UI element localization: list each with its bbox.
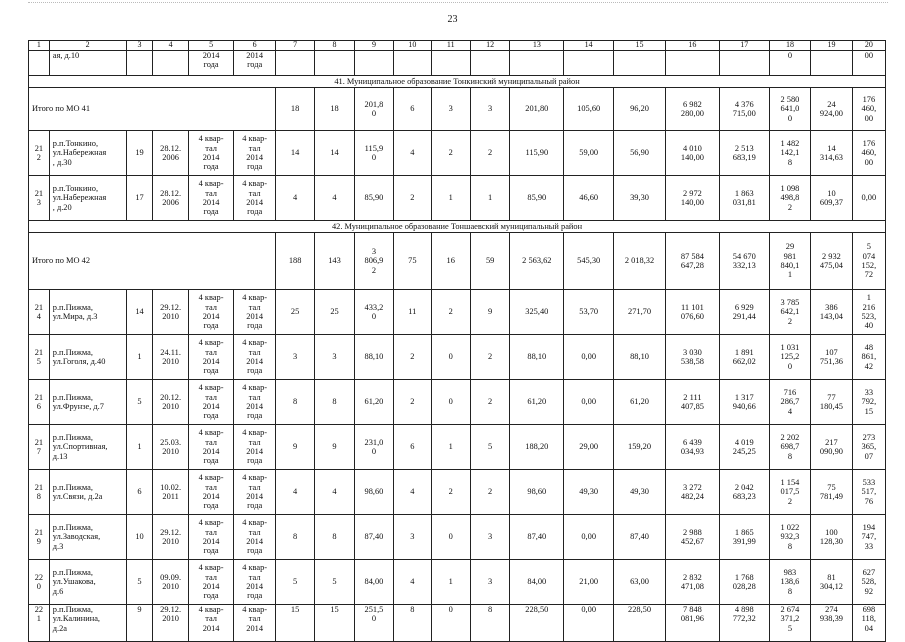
column-number-cell: 3	[126, 41, 153, 51]
table-cell: 28.12. 2006	[153, 176, 188, 221]
table-cell	[315, 51, 354, 76]
table-cell: 2	[470, 470, 509, 515]
column-number-cell: 13	[510, 41, 564, 51]
total-value-cell: 188	[275, 233, 314, 290]
table-cell: 2014 года	[234, 51, 276, 76]
address-cell: р.п.Пижма, ул.Связи, д.2а	[49, 470, 126, 515]
table-cell: 4 квар- тал 2014 года	[234, 290, 276, 335]
table-cell: 4	[394, 560, 431, 605]
table-cell: 84,00	[510, 560, 564, 605]
address-cell: р.п.Пижма, ул.Калинина, д.2а	[49, 605, 126, 642]
column-number-cell: 1	[29, 41, 50, 51]
table-cell: 85,90	[510, 176, 564, 221]
table-cell: 273 365, 07	[852, 425, 885, 470]
row-number-cell: 22 1	[29, 605, 50, 642]
table-cell: 20.12. 2010	[153, 380, 188, 425]
table-cell: 4 квар- тал 2014 года	[188, 470, 234, 515]
table-cell: 14	[126, 290, 153, 335]
table-cell	[811, 51, 853, 76]
table-cell: 6	[126, 470, 153, 515]
table-cell: 2	[394, 380, 431, 425]
table-cell: 1 317 940,66	[719, 380, 769, 425]
table-cell	[354, 51, 393, 76]
row-number-cell: 21 2	[29, 131, 50, 176]
table-cell: 0	[431, 605, 470, 642]
total-label: Итого по МО 42	[29, 233, 276, 290]
table-cell: 5	[126, 380, 153, 425]
table-cell: 1	[431, 560, 470, 605]
table-cell: 386 143,04	[811, 290, 853, 335]
table-cell: 00	[852, 51, 885, 76]
table-cell: 217 090,90	[811, 425, 853, 470]
table-cell: 11 101 076,60	[665, 290, 719, 335]
table-row	[29, 425, 886, 470]
column-number-cell: 7	[275, 41, 314, 51]
table-row	[29, 470, 886, 515]
total-value-cell: 18	[315, 88, 354, 131]
row-number-cell: 21 8	[29, 470, 50, 515]
total-value-cell: 6	[394, 88, 431, 131]
column-number-cell: 16	[665, 41, 719, 51]
column-number-cell: 2	[49, 41, 126, 51]
table-cell: 6	[394, 425, 431, 470]
table-cell: 5	[470, 425, 509, 470]
table-cell: 4 квар- тал 2014 года	[188, 290, 234, 335]
table-cell: 1 865 391,99	[719, 515, 769, 560]
table-cell: 10 609,37	[811, 176, 853, 221]
table-cell: 29,00	[564, 425, 614, 470]
table-cell: 10.02. 2011	[153, 470, 188, 515]
table-cell: 2	[470, 131, 509, 176]
column-number-cell: 9	[354, 41, 393, 51]
table-cell: 1 098 498,8 2	[769, 176, 811, 221]
total-value-cell: 176 460, 00	[852, 88, 885, 131]
table-cell: 4 квар- тал 2014 года	[234, 560, 276, 605]
table-cell: 4	[275, 176, 314, 221]
table-cell: 1 768 028,28	[719, 560, 769, 605]
total-label: Итого по МО 41	[29, 88, 276, 131]
total-value-cell: 18	[275, 88, 314, 131]
row-number-cell: 21 4	[29, 290, 50, 335]
table-cell: 87,40	[614, 515, 666, 560]
total-value-cell: 545,30	[564, 233, 614, 290]
table-cell: 4 квар- тал 2014 года	[234, 470, 276, 515]
total-value-cell: 2 018,32	[614, 233, 666, 290]
table-cell: 2 988 452,67	[665, 515, 719, 560]
table-cell: 61,20	[614, 380, 666, 425]
column-number-cell: 17	[719, 41, 769, 51]
table-cell: 3 030 538,58	[665, 335, 719, 380]
table-cell: 3	[394, 515, 431, 560]
table-cell: 9	[126, 605, 153, 642]
table-cell: 59,00	[564, 131, 614, 176]
table-cell: 0,00	[852, 176, 885, 221]
address-cell: р.п.Пижма, ул.Спортивная, д.13	[49, 425, 126, 470]
table-cell: 0,00	[564, 515, 614, 560]
column-number-cell: 18	[769, 41, 811, 51]
table-cell: 14	[275, 131, 314, 176]
table-cell: 56,90	[614, 131, 666, 176]
table-cell: 3	[315, 335, 354, 380]
table-cell: 15	[275, 605, 314, 642]
total-value-cell: 6 982 280,00	[665, 88, 719, 131]
table-cell: 4 квар- тал 2014 года	[188, 425, 234, 470]
table-cell: 9	[315, 425, 354, 470]
table-cell: 28.12. 2006	[153, 131, 188, 176]
table-cell: 3	[470, 560, 509, 605]
table-cell: 0	[431, 335, 470, 380]
table-cell: 4 квар- тал 2014	[234, 605, 276, 642]
table-cell: 274 938,39	[811, 605, 853, 642]
table-cell: 2 111 407,85	[665, 380, 719, 425]
table-cell: 698 118, 04	[852, 605, 885, 642]
table-cell: 49,30	[564, 470, 614, 515]
total-value-cell: 29 981 840,1 1	[769, 233, 811, 290]
section-total-row	[29, 88, 886, 131]
table-cell: 1	[470, 176, 509, 221]
section-title: 42. Муниципальное образование Тоншаевский муниципальный район	[29, 221, 886, 233]
table-cell: 2 832 471,08	[665, 560, 719, 605]
table-cell	[614, 51, 666, 76]
table-cell	[431, 51, 470, 76]
table-cell: 3 785 642,1 2	[769, 290, 811, 335]
table-row	[29, 290, 886, 335]
table-cell: 8	[470, 605, 509, 642]
table-cell: 9	[275, 425, 314, 470]
table-cell: 533 517, 76	[852, 470, 885, 515]
table-cell	[564, 51, 614, 76]
table-cell: 100 128,30	[811, 515, 853, 560]
table-cell: 0	[769, 51, 811, 76]
column-number-cell: 4	[153, 41, 188, 51]
table-cell: 4 квар- тал 2014	[188, 605, 234, 642]
table-cell	[665, 51, 719, 76]
row-number-cell: 22 0	[29, 560, 50, 605]
table-cell: 4 010 140,00	[665, 131, 719, 176]
row-number-cell: 21 5	[29, 335, 50, 380]
table-cell: 2 202 698,7 8	[769, 425, 811, 470]
table-cell: 2	[431, 470, 470, 515]
table-cell: 4 квар- тал 2014 года	[234, 131, 276, 176]
table-cell: 87,40	[510, 515, 564, 560]
table-cell: 24.11. 2010	[153, 335, 188, 380]
total-value-cell: 96,20	[614, 88, 666, 131]
column-number-cell: 20	[852, 41, 885, 51]
total-value-cell: 75	[394, 233, 431, 290]
address-cell: р.п.Пижма, ул.Заводская, д.3	[49, 515, 126, 560]
table-cell: 4 898 772,32	[719, 605, 769, 642]
table-cell: 5	[275, 560, 314, 605]
table-row	[29, 131, 886, 176]
row-number-cell: 21 6	[29, 380, 50, 425]
table-cell: 25	[315, 290, 354, 335]
section-title: 41. Муниципальное образование Тонкинский муниципальный район	[29, 76, 886, 88]
table-cell: 1 891 662,02	[719, 335, 769, 380]
table-cell: 194 747, 33	[852, 515, 885, 560]
table-cell: 1	[126, 335, 153, 380]
total-value-cell: 143	[315, 233, 354, 290]
table-cell: 14 314,63	[811, 131, 853, 176]
table-cell: 49,30	[614, 470, 666, 515]
table-cell: 14	[315, 131, 354, 176]
table-cell: 271,70	[614, 290, 666, 335]
table-cell: 1	[431, 176, 470, 221]
address-cell: р.п.Пижма, ул.Фрунзе, д.7	[49, 380, 126, 425]
table-cell: 176 460, 00	[852, 131, 885, 176]
row-number-cell: 21 7	[29, 425, 50, 470]
page-number: 23	[447, 14, 458, 25]
table-cell: 88,10	[614, 335, 666, 380]
table-row	[29, 335, 886, 380]
table-cell: 8	[315, 515, 354, 560]
table-cell: 2014 года	[188, 51, 234, 76]
table-cell: 39,30	[614, 176, 666, 221]
table-cell: 3 272 482,24	[665, 470, 719, 515]
table-cell: 2 674 371,2 5	[769, 605, 811, 642]
table-cell: 53,70	[564, 290, 614, 335]
address-cell: р.п.Тонкино, ул.Набережная , д.30	[49, 131, 126, 176]
table-cell: 4	[315, 470, 354, 515]
row-number-cell: 21 9	[29, 515, 50, 560]
table-cell: 4 квар- тал 2014 года	[234, 335, 276, 380]
section-header-row	[29, 221, 886, 233]
table-cell: 4 квар- тал 2014 года	[234, 515, 276, 560]
table-cell: 4 квар- тал 2014 года	[188, 380, 234, 425]
total-value-cell: 3	[431, 88, 470, 131]
table-cell: 88,10	[354, 335, 393, 380]
total-value-cell: 2 932 475,04	[811, 233, 853, 290]
total-value-cell: 3	[470, 88, 509, 131]
table-cell: ая, д.10	[49, 51, 126, 76]
address-cell: р.п.Пижма, ул.Мира, д.3	[49, 290, 126, 335]
table-cell: 1 022 932,3 8	[769, 515, 811, 560]
total-value-cell: 105,60	[564, 88, 614, 131]
table-cell: 433,2 0	[354, 290, 393, 335]
total-value-cell: 16	[431, 233, 470, 290]
table-cell: 8	[275, 515, 314, 560]
table-cell: 115,90	[510, 131, 564, 176]
table-cell: 87,40	[354, 515, 393, 560]
table-cell: 11	[394, 290, 431, 335]
table-cell: 5	[315, 560, 354, 605]
table-cell: 4 квар- тал 2014 года	[234, 176, 276, 221]
table-cell: 231,0 0	[354, 425, 393, 470]
table-cell: 2 513 683,19	[719, 131, 769, 176]
table-cell: 4 квар- тал 2014 года	[188, 131, 234, 176]
table-cell: 6 439 034,93	[665, 425, 719, 470]
table-cell: 1 031 125,2 0	[769, 335, 811, 380]
table-cell: 2 972 140,00	[665, 176, 719, 221]
table-cell: 61,20	[354, 380, 393, 425]
table-cell: 2 042 683,23	[719, 470, 769, 515]
table-cell: 4 квар- тал 2014 года	[188, 560, 234, 605]
table-cell: 1 216 523, 40	[852, 290, 885, 335]
table-cell	[510, 51, 564, 76]
total-value-cell: 87 584 647,28	[665, 233, 719, 290]
top-dotted-rule	[28, 2, 888, 3]
address-cell: р.п.Тонкино, ул.Набережная , д.20	[49, 176, 126, 221]
table-cell: 627 528, 92	[852, 560, 885, 605]
column-number-cell: 8	[315, 41, 354, 51]
table-cell: 29.12. 2010	[153, 290, 188, 335]
table-row	[29, 515, 886, 560]
table-cell: 21,00	[564, 560, 614, 605]
table-cell: 8	[275, 380, 314, 425]
table-cell: 81 304,12	[811, 560, 853, 605]
table-cell: 3	[275, 335, 314, 380]
table-cell: 9	[470, 290, 509, 335]
table-cell: 09.09. 2010	[153, 560, 188, 605]
table-cell: 0,00	[564, 380, 614, 425]
table-cell: 4	[394, 131, 431, 176]
table-cell: 25.03. 2010	[153, 425, 188, 470]
table-cell	[126, 51, 153, 76]
column-number-cell: 10	[394, 41, 431, 51]
table-cell: 4 квар- тал 2014 года	[234, 425, 276, 470]
table-cell: 4 019 245,25	[719, 425, 769, 470]
table-cell: 983 138,6 8	[769, 560, 811, 605]
column-number-cell: 15	[614, 41, 666, 51]
total-value-cell: 2 580 641,0 0	[769, 88, 811, 131]
table-cell: 0	[431, 380, 470, 425]
table-cell	[29, 51, 50, 76]
table-cell	[470, 51, 509, 76]
table-cell: 6 929 291,44	[719, 290, 769, 335]
table-cell: 0,00	[564, 605, 614, 642]
column-number-cell: 19	[811, 41, 853, 51]
table-cell: 15	[315, 605, 354, 642]
table-cell: 1 863 031,81	[719, 176, 769, 221]
table-cell: 228,50	[510, 605, 564, 642]
table-cell: 188,20	[510, 425, 564, 470]
total-value-cell: 59	[470, 233, 509, 290]
table-cell	[275, 51, 314, 76]
table-cell: 2	[470, 335, 509, 380]
table-cell: 2	[431, 290, 470, 335]
table-cell: 98,60	[354, 470, 393, 515]
table-cell: 29.12. 2010	[153, 515, 188, 560]
total-value-cell: 54 670 332,13	[719, 233, 769, 290]
table-cell: 0	[431, 515, 470, 560]
table-cell: 33 792, 15	[852, 380, 885, 425]
section-total-row	[29, 233, 886, 290]
total-value-cell: 24 924,00	[811, 88, 853, 131]
table-cell: 0,00	[564, 335, 614, 380]
table-row	[29, 560, 886, 605]
table-cell	[394, 51, 431, 76]
table-cell: 107 751,36	[811, 335, 853, 380]
table-cell: 77 180,45	[811, 380, 853, 425]
table-cell: 8	[394, 605, 431, 642]
table-cell: 325,40	[510, 290, 564, 335]
table-cell: 10	[126, 515, 153, 560]
column-number-row	[29, 41, 886, 51]
table-cell: 716 286,7 4	[769, 380, 811, 425]
table-cell: 4 квар- тал 2014 года	[234, 380, 276, 425]
column-number-cell: 11	[431, 41, 470, 51]
table-cell: 63,00	[614, 560, 666, 605]
total-value-cell: 201,80	[510, 88, 564, 131]
table-cell: 115,9 0	[354, 131, 393, 176]
table-row	[29, 176, 886, 221]
table-cell: 1 482 142,1 8	[769, 131, 811, 176]
table-cell: 8	[315, 380, 354, 425]
table-cell: 4	[275, 470, 314, 515]
table-cell: 84,00	[354, 560, 393, 605]
table-cell	[153, 51, 188, 76]
table-cell: 46,60	[564, 176, 614, 221]
table-cell: 61,20	[510, 380, 564, 425]
table-cell: 88,10	[510, 335, 564, 380]
table-cell: 2	[470, 380, 509, 425]
table-cell: 29.12. 2010	[153, 605, 188, 642]
table-cell: 4 квар- тал 2014 года	[188, 335, 234, 380]
address-cell: р.п.Пижма, ул.Ушакова, д.6	[49, 560, 126, 605]
table-row	[29, 605, 886, 642]
table-cell: 19	[126, 131, 153, 176]
table-cell: 98,60	[510, 470, 564, 515]
continued-row	[29, 51, 886, 76]
table-row	[29, 380, 886, 425]
total-value-cell: 201,8 0	[354, 88, 393, 131]
table-cell: 17	[126, 176, 153, 221]
row-number-cell: 21 3	[29, 176, 50, 221]
table-cell: 159,20	[614, 425, 666, 470]
column-number-cell: 6	[234, 41, 276, 51]
total-value-cell: 3 806,9 2	[354, 233, 393, 290]
table-cell	[719, 51, 769, 76]
table-cell: 5	[126, 560, 153, 605]
table-cell: 251,5 0	[354, 605, 393, 642]
total-value-cell: 4 376 715,00	[719, 88, 769, 131]
total-value-cell: 2 563,62	[510, 233, 564, 290]
table-cell: 4	[394, 470, 431, 515]
table-cell: 2	[431, 131, 470, 176]
table-cell: 2	[394, 335, 431, 380]
table-cell: 25	[275, 290, 314, 335]
table-cell: 4	[315, 176, 354, 221]
table-cell: 1 154 017,5 2	[769, 470, 811, 515]
table-cell: 3	[470, 515, 509, 560]
column-number-cell: 5	[188, 41, 234, 51]
column-number-cell: 12	[470, 41, 509, 51]
table-cell: 4 квар- тал 2014 года	[188, 176, 234, 221]
section-header-row	[29, 76, 886, 88]
table-cell: 1	[126, 425, 153, 470]
table-cell: 1	[431, 425, 470, 470]
address-cell: р.п.Пижма, ул.Гоголя, д.40	[49, 335, 126, 380]
table-cell: 48 861, 42	[852, 335, 885, 380]
table-cell: 7 848 081,96	[665, 605, 719, 642]
table-cell: 228,50	[614, 605, 666, 642]
column-number-cell: 14	[564, 41, 614, 51]
table-cell: 2	[394, 176, 431, 221]
table-cell: 4 квар- тал 2014 года	[188, 515, 234, 560]
total-value-cell: 5 074 152, 72	[852, 233, 885, 290]
data-table	[28, 40, 886, 642]
table-cell: 75 781,49	[811, 470, 853, 515]
table-cell: 85,90	[354, 176, 393, 221]
